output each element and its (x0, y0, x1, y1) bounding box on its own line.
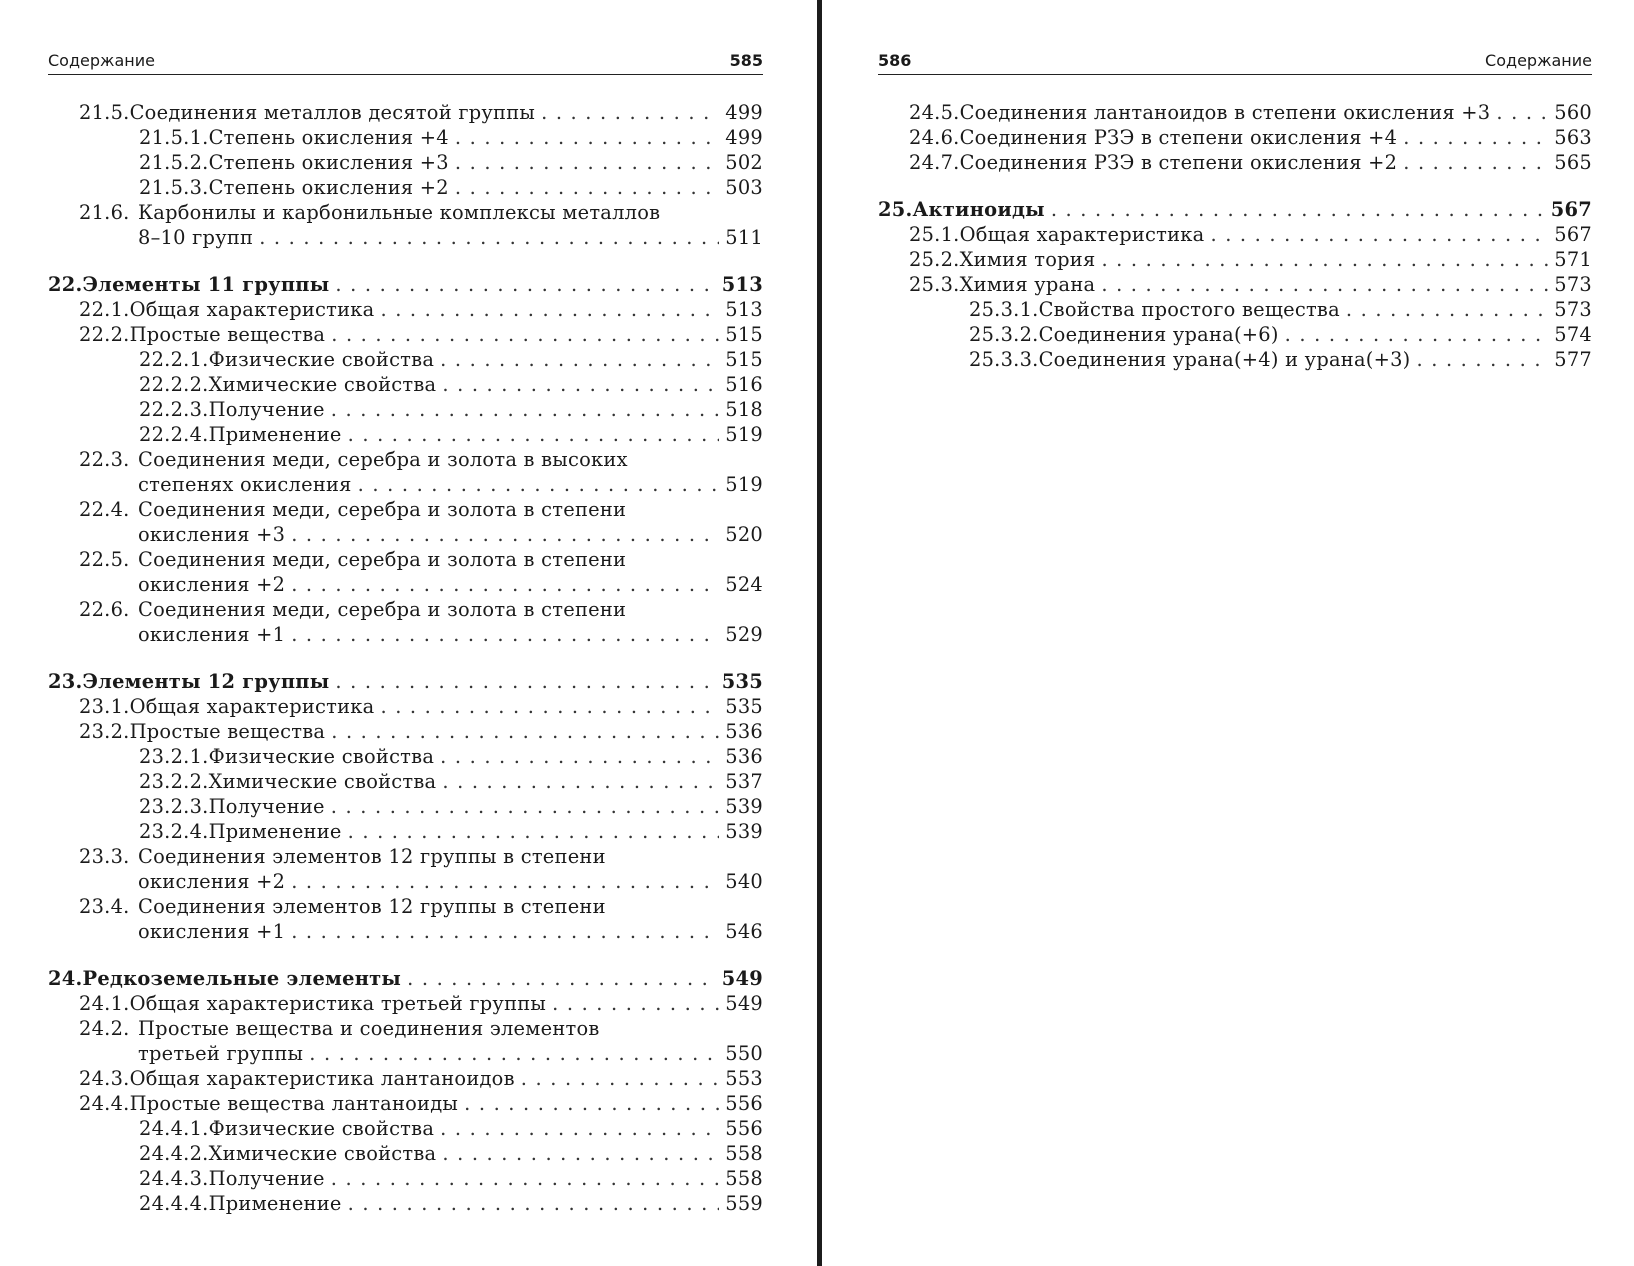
toc-page: 535 (725, 695, 763, 718)
toc-entry: 21.6. Карбонилы и карбонильные комплексы металлов 8–10 групп . . . 511 (48, 200, 763, 250)
toc-title: Простые вещества лантаноиды (129, 1092, 459, 1115)
toc-title: Соединения элементов 12 группы в степени (138, 845, 606, 868)
toc-entry: 23.2.1. Физические свойства . . . 536 (48, 744, 763, 769)
toc-title: Свойства простого вещества (1038, 298, 1340, 321)
toc-title: Химические свойства (208, 770, 437, 793)
toc-page: 539 (725, 795, 763, 818)
toc-page: 503 (725, 176, 763, 199)
toc-entry: 22.2.1. Физические свойства . . . 515 (48, 347, 763, 372)
toc-title: Соединения меди, серебра и золота в высоких (138, 448, 628, 471)
toc-page: 556 (725, 1092, 763, 1115)
toc-entry: 25.3.2. Соединения урана(+6) . . . 574 (878, 322, 1592, 347)
toc-title: Актиноиды (912, 198, 1045, 221)
toc-title: Химия урана (959, 273, 1096, 296)
toc-page: 524 (725, 573, 763, 596)
toc-chapter: 23. Элементы 12 группы . . . 535 (48, 669, 763, 694)
toc-page: 520 (725, 523, 763, 546)
toc-page: 502 (725, 151, 763, 174)
toc-page: 560 (1554, 101, 1592, 124)
page-number: 586 (878, 51, 912, 70)
toc-title: Соединения элементов 12 группы в степени (138, 895, 606, 918)
toc-entry: 23.1. Общая характеристика . . . 535 (48, 694, 763, 719)
toc-page: 540 (725, 870, 763, 893)
toc-entry: 23.3. Соединения элементов 12 группы в степени окисления +2 . . . 540 (48, 844, 763, 894)
toc-entry: 23.2.4. Применение . . . 539 (48, 819, 763, 844)
toc-page: 535 (721, 670, 763, 693)
toc-title: Физические свойства (208, 1117, 435, 1140)
toc-entry: 25.1. Общая характеристика . . . 567 (878, 222, 1592, 247)
toc-page: 536 (725, 720, 763, 743)
toc-title-cont: окисления +1 (138, 623, 286, 646)
toc-entry: 24.2. Простые вещества и соединения элементов третьей группы . . . 550 (48, 1016, 763, 1066)
toc-title: Применение (208, 423, 342, 446)
toc-title: Соединения меди, серебра и золота в степени (138, 498, 627, 521)
toc-entry: 24.7. Соединения РЗЭ в степени окисления +2 . . . 565 (878, 150, 1592, 175)
toc-title: Элементы 12 группы (82, 670, 330, 693)
toc-title: Элементы 11 группы (82, 273, 330, 296)
toc-page: 549 (721, 967, 763, 990)
toc-page: 558 (725, 1142, 763, 1165)
toc-page: 573 (1554, 273, 1592, 296)
toc-title: Соединения урана(+4) и урана(+3) (1038, 348, 1411, 371)
toc-page: 571 (1554, 248, 1592, 271)
toc-page: 573 (1554, 298, 1592, 321)
toc-entry: 24.1. Общая характеристика третьей группы . . . 549 (48, 991, 763, 1016)
toc-title: Соединения лантаноидов в степени окисления +3 (959, 101, 1491, 124)
toc-entry: 21.5.2. Степень окисления +3 . . . 502 (48, 150, 763, 175)
toc-entry: 24.4.2. Химические свойства . . . 558 (48, 1141, 763, 1166)
running-head-title: Содержание (1485, 51, 1592, 70)
toc-title-cont: третьей группы (138, 1042, 304, 1065)
toc-page: 519 (725, 423, 763, 446)
toc-chapter: 24. Редкоземельные элементы . . . 549 (48, 966, 763, 991)
left-page (48, 0, 763, 1266)
running-head (48, 48, 763, 75)
running-head (878, 48, 1592, 75)
toc-page: 546 (725, 920, 763, 943)
toc-title-cont: окисления +2 (138, 573, 286, 596)
toc-entry: 23.4. Соединения элементов 12 группы в степени окисления +1 . . . 546 (48, 894, 763, 944)
toc-title: Общая характеристика лантаноидов (129, 1067, 515, 1090)
page-number: 585 (729, 51, 763, 70)
toc-chapter: 25. Актиноиды . . . 567 (878, 197, 1592, 222)
toc-title-cont: окисления +3 (138, 523, 286, 546)
toc-title-cont: окисления +1 (138, 920, 286, 943)
toc-entry: 22.3. Соединения меди, серебра и золота в высоких степенях окисления . . . 519 (48, 447, 763, 497)
toc-entry: 21.5.1. Степень окисления +4 . . . 499 (48, 125, 763, 150)
toc-title: Общая характеристика (129, 298, 375, 321)
toc-title: Химические свойства (208, 373, 437, 396)
toc-entry: 24.4.4. Применение . . . 559 (48, 1191, 763, 1216)
toc-title: Общая характеристика (129, 695, 375, 718)
toc-entry: 24.3. Общая характеристика лантаноидов . . . 553 (48, 1066, 763, 1091)
toc-page: 513 (721, 273, 763, 296)
toc-entry: 25.3. Химия урана . . . 573 (878, 272, 1592, 297)
toc-entry: 25.3.3. Соединения урана(+4) и урана(+3) . . . 577 (878, 347, 1592, 372)
table-of-contents (48, 100, 763, 1216)
toc-title: Химия тория (959, 248, 1096, 271)
book-gutter (817, 0, 822, 1266)
toc-title: Простые вещества (129, 323, 326, 346)
toc-title: Степень окисления +4 (208, 126, 449, 149)
toc-page: 539 (725, 820, 763, 843)
toc-title: Соединения меди, серебра и золота в степени (138, 598, 627, 621)
toc-title: Соединения меди, серебра и золота в степени (138, 548, 627, 571)
toc-entry: 22.5. Соединения меди, серебра и золота в степени окисления +2 . . . 524 (48, 547, 763, 597)
toc-page: 511 (725, 226, 763, 249)
toc-page: 518 (725, 398, 763, 421)
toc-page: 565 (1554, 151, 1592, 174)
toc-page: 549 (725, 992, 763, 1015)
toc-page: 567 (1550, 198, 1592, 221)
toc-title: Получение (208, 795, 325, 818)
toc-page: 536 (725, 745, 763, 768)
toc-entry: 22.1. Общая характеристика . . . 513 (48, 297, 763, 322)
toc-title: Соединения урана(+6) (1038, 323, 1279, 346)
toc-page: 556 (725, 1117, 763, 1140)
toc-page: 553 (725, 1067, 763, 1090)
toc-entry: 22.4. Соединения меди, серебра и золота в степени окисления +3 . . . 520 (48, 497, 763, 547)
toc-page: 516 (725, 373, 763, 396)
toc-entry: 22.2. Простые вещества . . . 515 (48, 322, 763, 347)
toc-title: Соединения металлов десятой группы (129, 101, 536, 124)
toc-page: 537 (725, 770, 763, 793)
toc-title: Простые вещества (129, 720, 326, 743)
toc-page: 529 (725, 623, 763, 646)
toc-title-cont: 8–10 групп (138, 226, 254, 249)
toc-chapter: 22. Элементы 11 группы . . . 513 (48, 272, 763, 297)
toc-entry: 21.5.3. Степень окисления +2 . . . 503 (48, 175, 763, 200)
toc-entry: 22.2.2. Химические свойства . . . 516 (48, 372, 763, 397)
toc-title: Карбонилы и карбонильные комплексы металлов (138, 201, 661, 224)
toc-title-cont: степенях окисления (138, 473, 352, 496)
toc-entry: 25.3.1. Свойства простого вещества . . . 573 (878, 297, 1592, 322)
toc-title: Степень окисления +2 (208, 176, 449, 199)
toc-entry: 24.4.1. Физические свойства . . . 556 (48, 1116, 763, 1141)
toc-page: 550 (725, 1042, 763, 1065)
toc-title: Получение (208, 398, 325, 421)
toc-title-cont: окисления +2 (138, 870, 286, 893)
toc-page: 515 (725, 348, 763, 371)
toc-page: 567 (1554, 223, 1592, 246)
toc-title: Химические свойства (208, 1142, 437, 1165)
toc-page: 513 (725, 298, 763, 321)
toc-entry: 21.5. Соединения металлов десятой группы . . . 499 (48, 100, 763, 125)
toc-title: Редкоземельные элементы (82, 967, 402, 990)
toc-title: Степень окисления +3 (208, 151, 449, 174)
right-page (878, 0, 1592, 1266)
toc-entry: 24.4. Простые вещества лантаноиды . . . 556 (48, 1091, 763, 1116)
toc-page: 574 (1554, 323, 1592, 346)
toc-title: Соединения РЗЭ в степени окисления +2 (959, 151, 1398, 174)
toc-title: Физические свойства (208, 348, 435, 371)
toc-title: Получение (208, 1167, 325, 1190)
toc-page: 519 (725, 473, 763, 496)
toc-entry: 24.6. Соединения РЗЭ в степени окисления +4 . . . 563 (878, 125, 1592, 150)
toc-page: 577 (1554, 348, 1592, 371)
toc-title: Применение (208, 820, 342, 843)
toc-title: Простые вещества и соединения элементов (138, 1017, 600, 1040)
toc-entry: 22.2.4. Применение . . . 519 (48, 422, 763, 447)
toc-page: 499 (725, 101, 763, 124)
toc-page: 499 (725, 126, 763, 149)
toc-entry: 25.2. Химия тория . . . 571 (878, 247, 1592, 272)
toc-title: Применение (208, 1192, 342, 1215)
toc-entry: 24.5. Соединения лантаноидов в степени окисления +3 . . . 560 (878, 100, 1592, 125)
toc-page: 515 (725, 323, 763, 346)
toc-page: 558 (725, 1167, 763, 1190)
toc-title: Соединения РЗЭ в степени окисления +4 (959, 126, 1398, 149)
toc-title: Общая характеристика третьей группы (129, 992, 547, 1015)
toc-entry: 23.2. Простые вещества . . . 536 (48, 719, 763, 744)
running-head-title: Содержание (48, 51, 155, 70)
toc-title: Общая характеристика (959, 223, 1205, 246)
toc-entry: 22.6. Соединения меди, серебра и золота в степени окисления +1 . . . 529 (48, 597, 763, 647)
toc-page: 559 (725, 1192, 763, 1215)
toc-entry: 22.2.3. Получение . . . 518 (48, 397, 763, 422)
table-of-contents (878, 100, 1592, 372)
toc-page: 563 (1554, 126, 1592, 149)
toc-entry: 23.2.2. Химические свойства . . . 537 (48, 769, 763, 794)
toc-entry: 23.2.3. Получение . . . 539 (48, 794, 763, 819)
toc-title: Физические свойства (208, 745, 435, 768)
toc-entry: 24.4.3. Получение . . . 558 (48, 1166, 763, 1191)
